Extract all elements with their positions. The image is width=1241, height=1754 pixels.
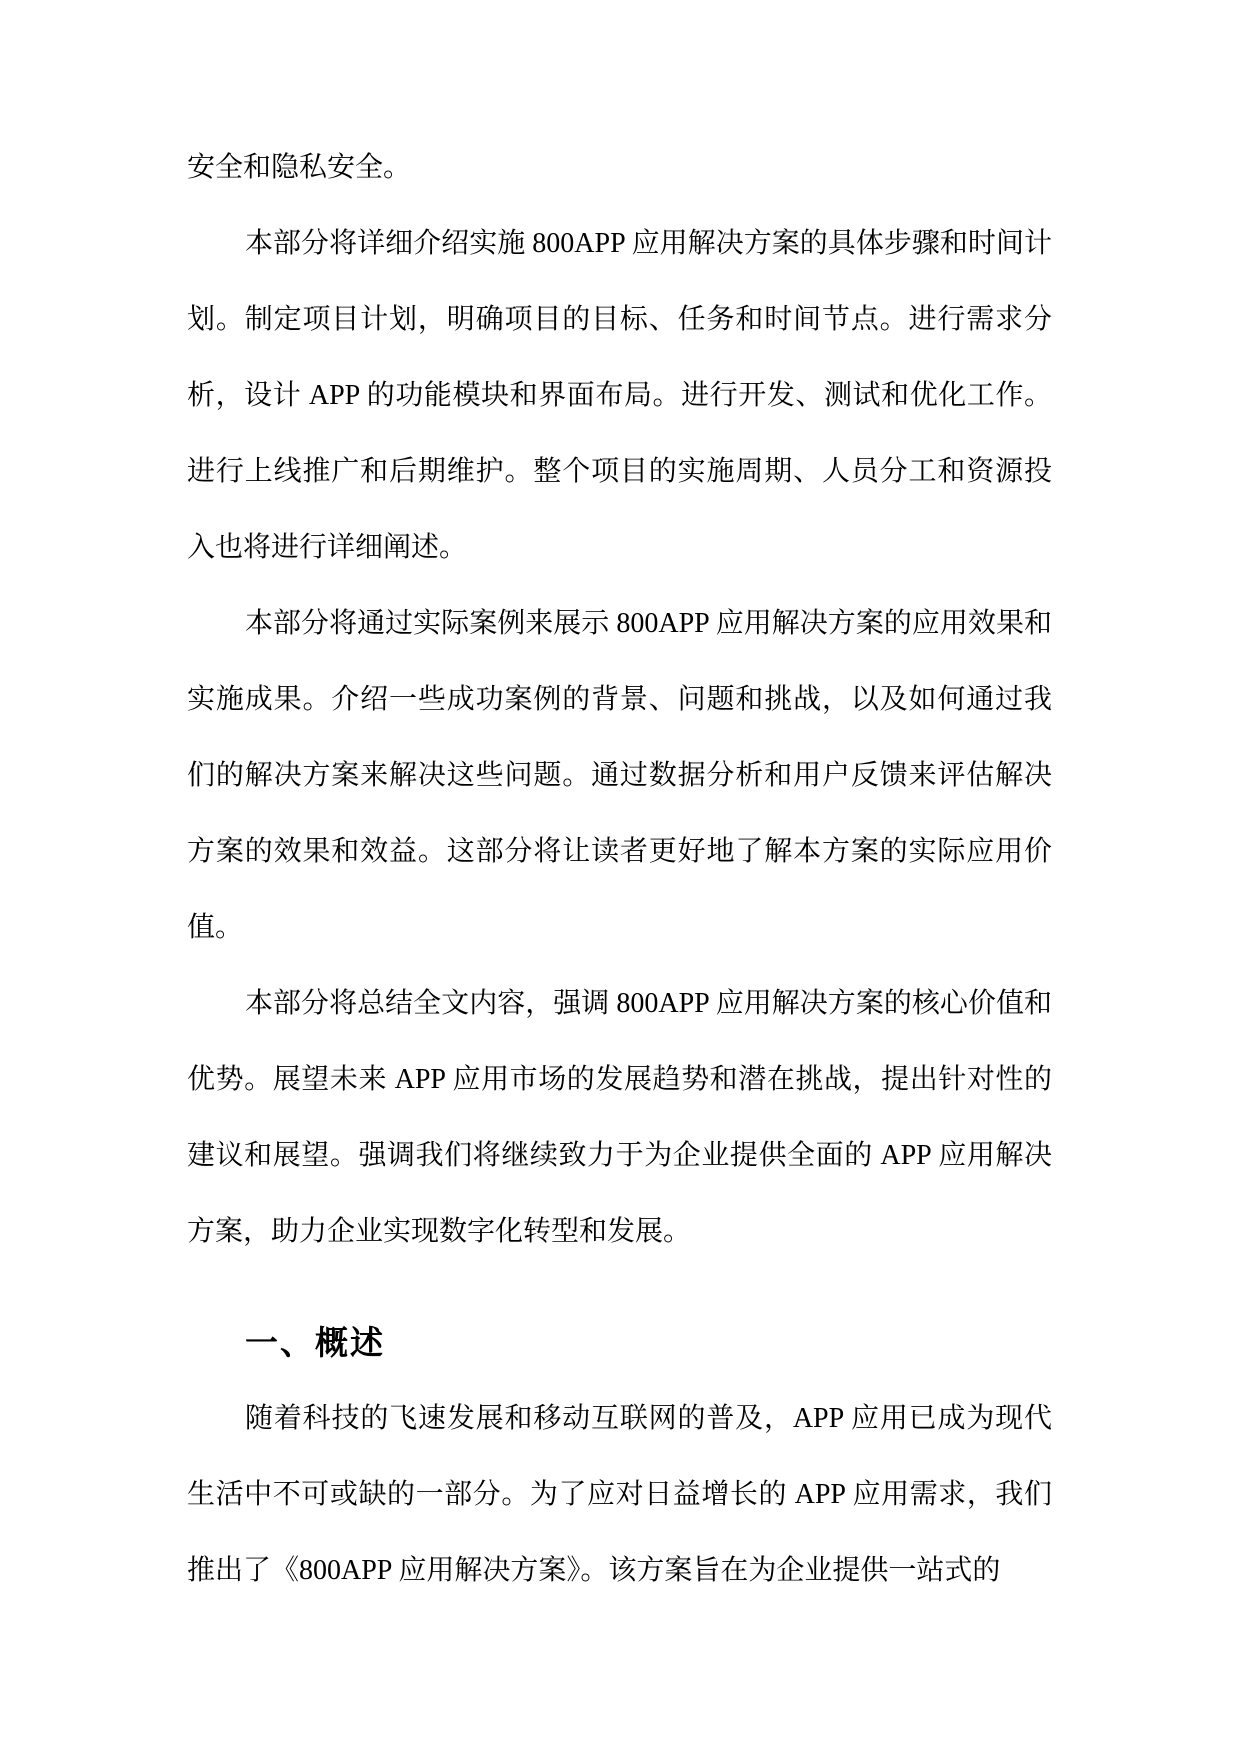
section-heading: 一、概述 bbox=[245, 1324, 385, 1361]
paragraph: 安全和隐私安全。 bbox=[187, 152, 412, 183]
paragraph: 本部分将总结全文内容，强调 800APP 应用解决方案的核心价值和优势。展望未来 APP 应用市场的发展趋势和潜在挑战，提出针对性的建议和展望。强调我们将继续致力于为企业提供全面的 APP 应用解决方案，助力企业实现数字化转型和发展。 bbox=[187, 988, 1052, 1247]
paragraph: 随着科技的飞速发展和移动互联网的普及，APP 应用已成为现代生活中不可或缺的一部分。为了应对日益增长的 APP 应用需求，我们推出了《800APP 应用解决方案》。该方案旨在为企业提供一站式的 bbox=[187, 1403, 1052, 1586]
paragraph: 本部分将详细介绍实施 800APP 应用解决方案的具体步骤和时间计划。制定项目计划，明确项目的目标、任务和时间节点。进行需求分析，设计 APP 的功能模块和界面布局。进行开发、测试和优化工作。进行上线推广和后期维护。整个项目的实施周期、人员分工和资源投入也将进行详细阐述。 bbox=[187, 228, 1052, 563]
paragraph: 本部分将通过实际案例来展示 800APP 应用解决方案的应用效果和实施成果。介绍一些成功案例的背景、问题和挑战，以及如何通过我们的解决方案来解决这些问题。通过数据分析和用户反馈来评估解决方案的效果和效益。这部分将让读者更好地了解本方案的实际应用价值。 bbox=[187, 608, 1052, 943]
